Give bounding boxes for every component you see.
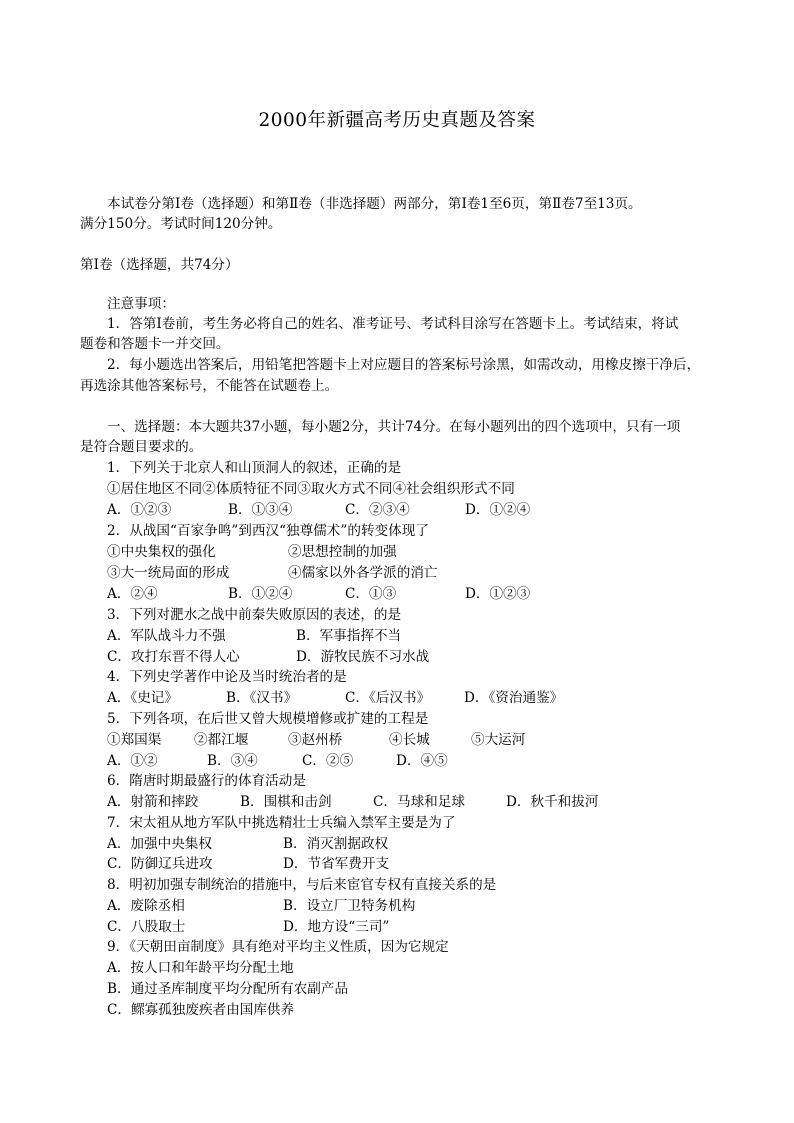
- notes-title: 注意事项：: [107, 296, 175, 312]
- question-5-option-d: D．④⑤: [396, 753, 448, 769]
- question-9-option-c: C．鳏寡孤独废疾者由国库供养: [107, 1002, 295, 1018]
- question-9-option-b: B．通过圣库制度平均分配所有农副产品: [107, 981, 349, 997]
- question-8-option-b: B．设立厂卫特务机构: [283, 898, 416, 914]
- part-instruction-2: 是符合题目要求的。: [80, 439, 203, 455]
- intro-line-2: 满分150分。考试时间120分钟。: [80, 216, 282, 232]
- section-heading: 第Ⅰ卷（选择题，共74分）: [80, 257, 239, 273]
- question-8-stem: 8．明初加强专制统治的措施中，与后来宦官专权有直接关系的是: [107, 877, 497, 893]
- question-4-stem: 4．下列史学著作中论及当时统治者的是: [107, 669, 347, 685]
- question-2-item-3: ③大一统局面的形成: [107, 565, 230, 581]
- note-line-4: 再选涂其他答案标号，不能答在试题卷上。: [80, 378, 339, 394]
- question-2-option-c: C．①③: [345, 586, 397, 602]
- question-8-option-a: A．废除丞相: [107, 898, 185, 914]
- question-5-stem: 5．下列各项，在后世又曾大规模增修或扩建的工程是: [107, 711, 429, 727]
- question-2-option-d: D．①②③: [465, 586, 531, 602]
- question-1-option-a: A．①②③: [107, 502, 172, 518]
- question-4-option-a: A．《史记》: [107, 690, 178, 706]
- question-2-item-4: ④儒家以外各学派的消亡: [288, 565, 438, 581]
- page-title: 2000年新疆高考历史真题及答案: [258, 110, 536, 131]
- part-instruction-1: 一、选择题：本大题共37小题，每小题2分，共计74分。在每小题列出的四个选项中，只有一项: [107, 419, 681, 435]
- question-6-option-a: A．射箭和摔跤: [107, 794, 199, 810]
- question-7-option-b: B．消灭割据政权: [283, 836, 389, 852]
- question-7-option-d: D．节省军费开支: [283, 856, 390, 872]
- question-3-option-c: C．攻打东晋不得人心: [107, 649, 240, 665]
- question-8-option-c: C．八股取士: [107, 919, 186, 935]
- question-5-item-1: ①郑国渠: [107, 732, 162, 748]
- question-7-stem: 7．宋太祖从地方军队中挑选精壮士兵编入禁军主要是为了: [107, 815, 456, 831]
- question-5-item-3: ③赵州桥: [288, 732, 343, 748]
- question-6-stem: 6．隋唐时期最盛行的体育活动是: [107, 773, 306, 789]
- question-1-items: ①居住地区不同②体质特征不同③取火方式不同④社会组织形式不同: [107, 481, 515, 497]
- question-5-option-c: C．②⑤: [302, 753, 354, 769]
- question-4-option-b: B．《汉书》: [226, 690, 298, 706]
- question-2-option-b: B．①②④: [228, 586, 293, 602]
- question-3-option-b: B．军事指挥不当: [296, 628, 402, 644]
- question-6-option-c: C．马球和足球: [373, 794, 465, 810]
- question-5-option-a: A．①②: [107, 753, 158, 769]
- question-1-stem: 1．下列关于北京人和山顶洞人的叙述，正确的是: [107, 460, 402, 476]
- question-4-option-d: D．《资治通鉴》: [464, 690, 564, 706]
- question-5-item-5: ⑤大运河: [471, 732, 526, 748]
- question-2-item-2: ②思想控制的加强: [288, 544, 397, 560]
- question-5-item-4: ④长城: [389, 732, 430, 748]
- question-7-option-a: A．加强中央集权: [107, 836, 212, 852]
- note-line-2: 题卷和答题卡一并交回。: [80, 336, 230, 352]
- note-line-1: 1．答第Ⅰ卷前，考生务必将自己的姓名、准考证号、考试科目涂写在答题卡上。考试结束，将试: [107, 316, 679, 332]
- question-2-item-1: ①中央集权的强化: [107, 544, 216, 560]
- question-1-option-c: C．②③④: [345, 502, 410, 518]
- question-9-option-a: A．按人口和年龄平均分配土地: [107, 960, 294, 976]
- question-1-option-d: D．①②④: [465, 502, 531, 518]
- question-8-option-d: D．地方设“三司”: [283, 919, 390, 935]
- question-3-stem: 3．下列对淝水之战中前秦失败原因的表述，的是: [107, 607, 402, 623]
- question-5-option-b: B．③④: [207, 753, 258, 769]
- question-7-option-c: C．防御辽兵进攻: [107, 856, 213, 872]
- note-line-3: 2．每小题选出答案后，用铅笔把答题卡上对应题目的答案标号涂黑，如需改动，用橡皮擦干净后，: [107, 357, 701, 373]
- question-1-option-b: B．①③④: [228, 502, 293, 518]
- question-2-stem: 2．从战国“百家争鸣”到西汉“独尊儒术”的转变体现了: [107, 523, 429, 539]
- question-3-option-a: A．军队战斗力不强: [107, 628, 226, 644]
- question-2-option-a: A．②④: [107, 586, 158, 602]
- question-9-stem: 9．《天朝田亩制度》具有绝对平均主义性质，因为它规定: [107, 939, 449, 955]
- intro-line-1: 本试卷分第Ⅰ卷（选择题）和第Ⅱ卷（非选择题）两部分，第Ⅰ卷1至6页，第Ⅱ卷7至13页。: [107, 196, 642, 212]
- question-3-option-d: D．游牧民族不习水战: [296, 649, 430, 665]
- question-6-option-d: D．秋千和拔河: [506, 794, 599, 810]
- question-4-option-c: C．《后汉书》: [345, 690, 431, 706]
- question-5-item-2: ②都江堰: [194, 732, 249, 748]
- question-6-option-b: B．围棋和击剑: [240, 794, 332, 810]
